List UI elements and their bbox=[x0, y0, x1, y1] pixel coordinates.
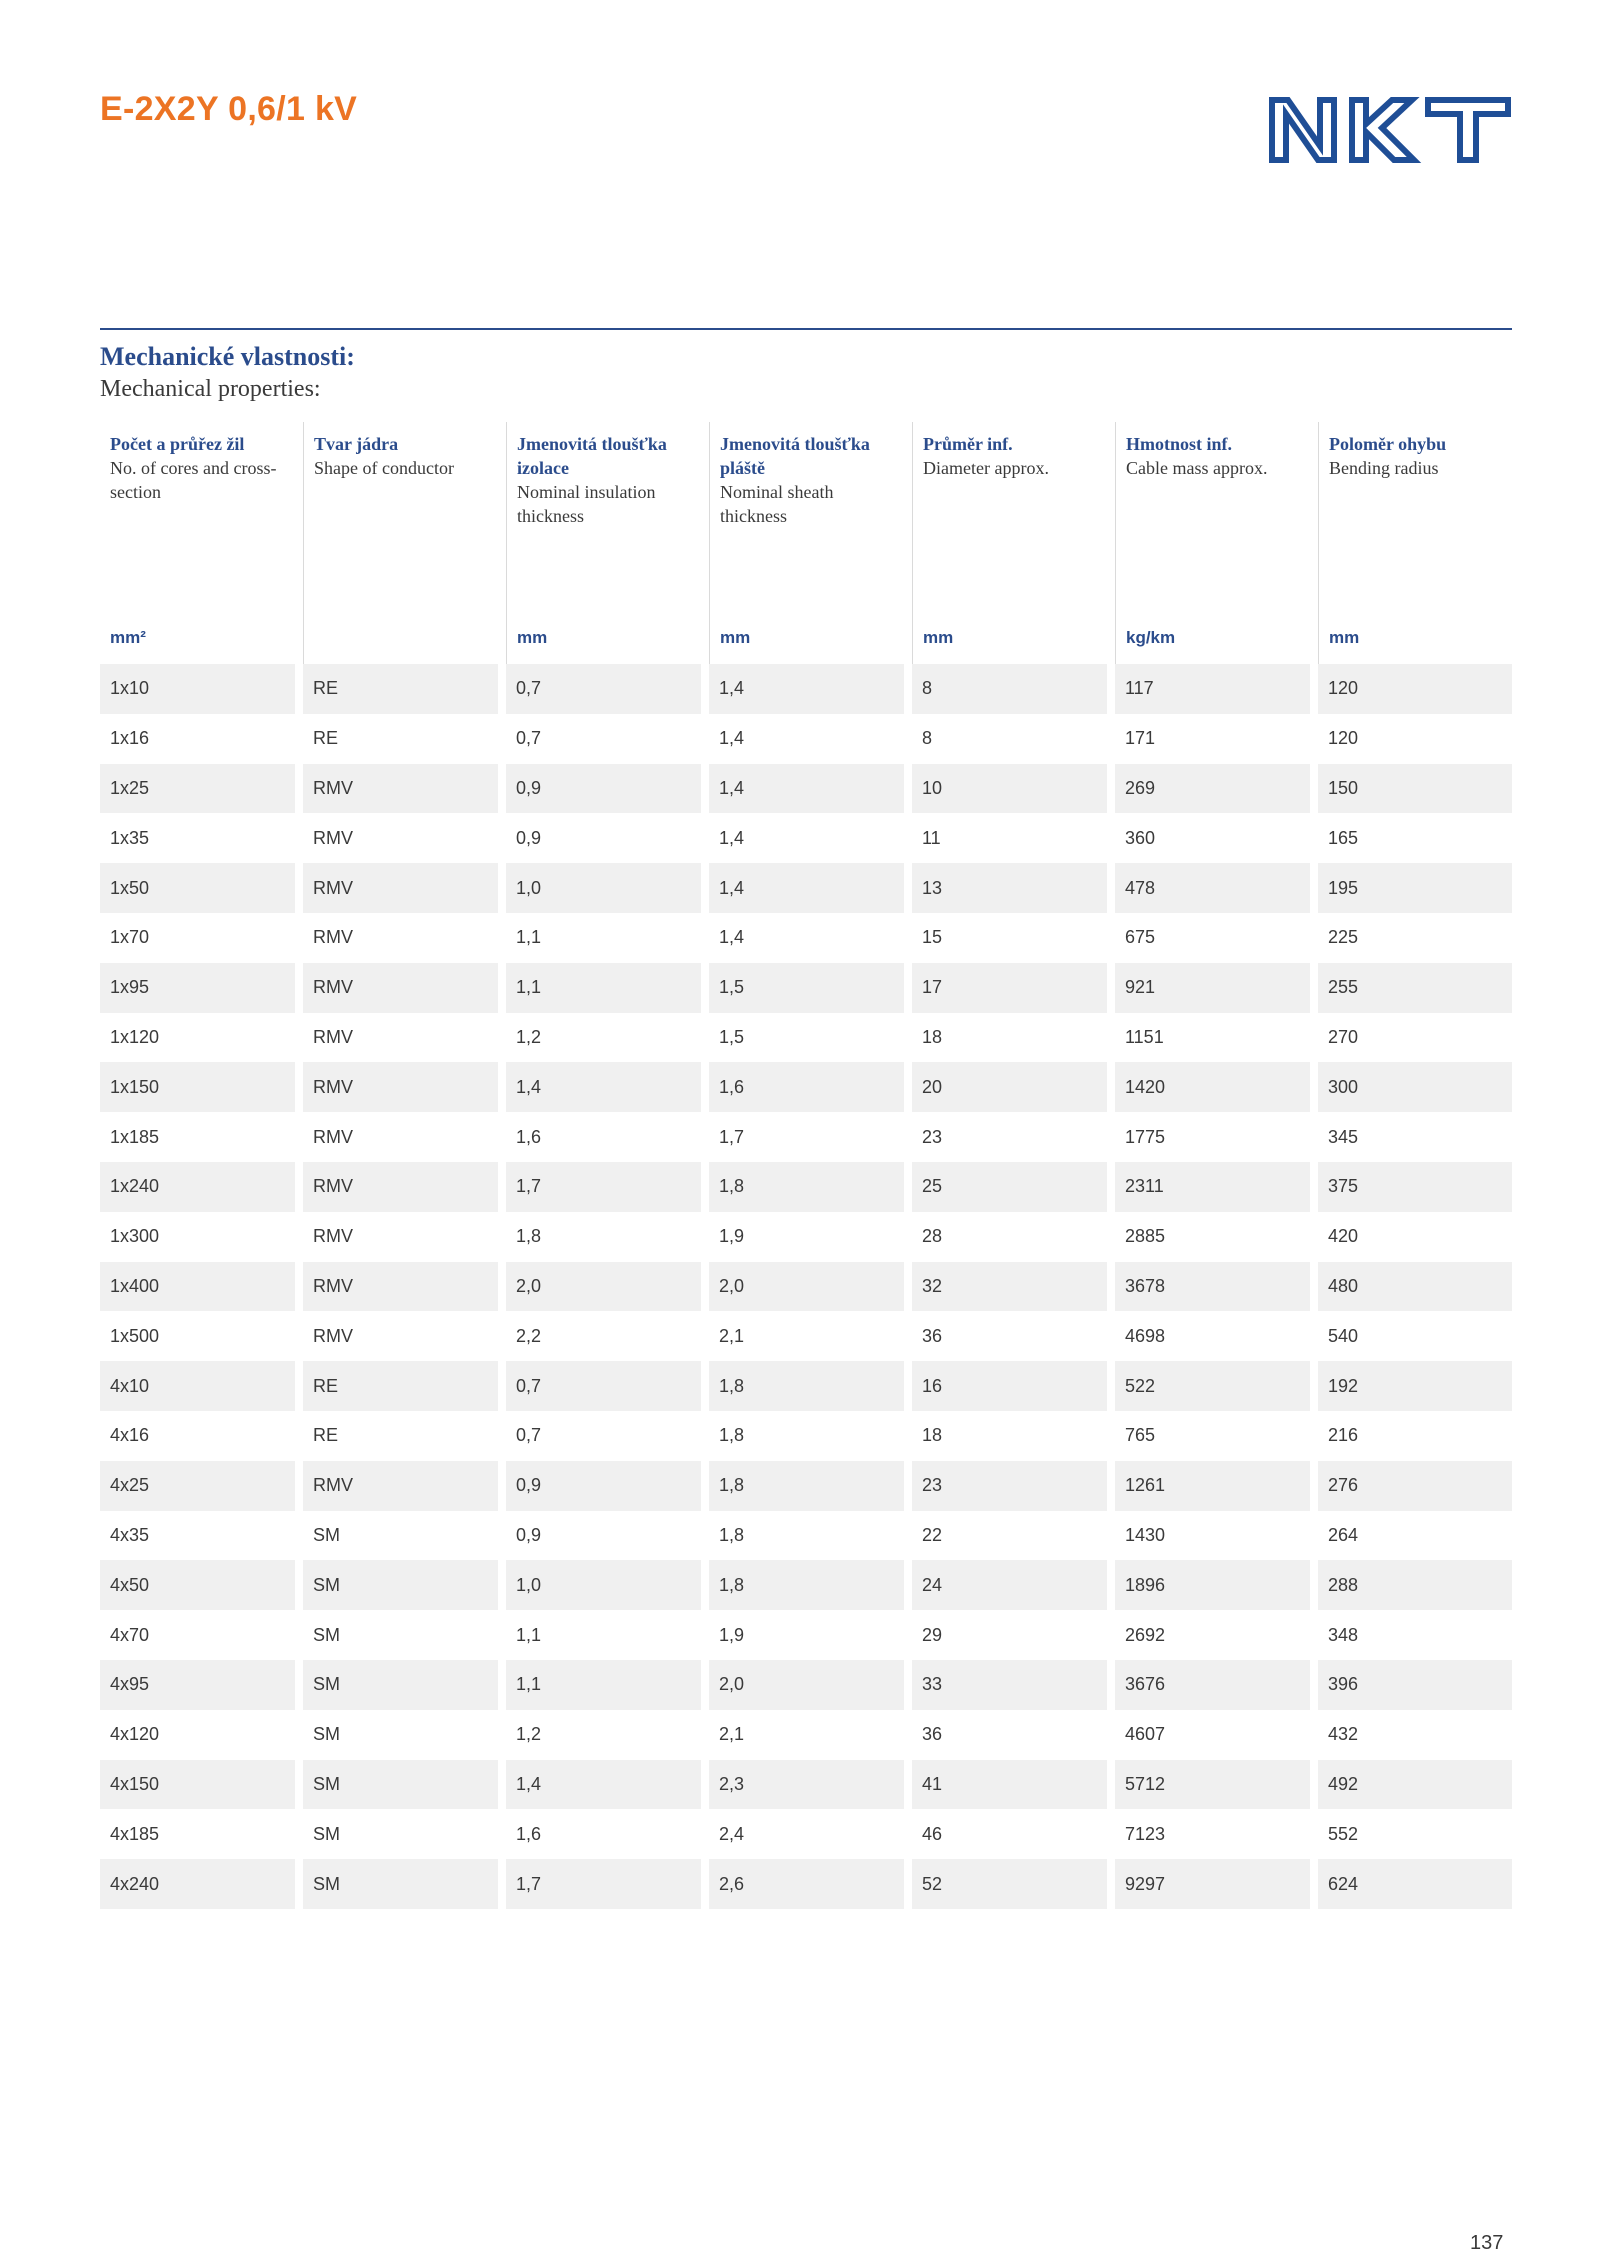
table-cell-diameter: 24 bbox=[912, 1560, 1107, 1610]
table-cell-insulation-thickness: 0,7 bbox=[506, 1361, 701, 1411]
table-cell-bending-radius: 270 bbox=[1318, 1013, 1512, 1063]
table-cell-sheath-thickness: 2,0 bbox=[709, 1660, 904, 1710]
table-cell-cable-mass: 117 bbox=[1115, 664, 1310, 714]
table-cell-insulation-thickness: 1,6 bbox=[506, 1112, 701, 1162]
table-cell-sheath-thickness: 1,5 bbox=[709, 1013, 904, 1063]
table-cell-cores-cross-section: 4x16 bbox=[100, 1411, 295, 1461]
table-cell-sheath-thickness: 1,8 bbox=[709, 1461, 904, 1511]
table-cell-cable-mass: 3676 bbox=[1115, 1660, 1310, 1710]
table-cell-sheath-thickness: 2,1 bbox=[709, 1311, 904, 1361]
table-cell-cores-cross-section: 1x16 bbox=[100, 714, 295, 764]
table-cell-cores-cross-section: 1x25 bbox=[100, 764, 295, 814]
table-cell-bending-radius: 225 bbox=[1318, 913, 1512, 963]
section-divider bbox=[100, 328, 1512, 330]
table-cell-cores-cross-section: 4x70 bbox=[100, 1610, 295, 1660]
header-label-en: Bending radius bbox=[1329, 458, 1439, 478]
table-cell-diameter: 13 bbox=[912, 863, 1107, 913]
table-cell-bending-radius: 120 bbox=[1318, 664, 1512, 714]
table-cell-conductor-shape: SM bbox=[303, 1710, 498, 1760]
table-cell-cores-cross-section: 4x35 bbox=[100, 1511, 295, 1561]
table-cell-conductor-shape: RMV bbox=[303, 863, 498, 913]
table-cell-sheath-thickness: 1,4 bbox=[709, 764, 904, 814]
header-label-en: Nominal sheath thickness bbox=[720, 482, 834, 526]
table-cell-cable-mass: 360 bbox=[1115, 813, 1310, 863]
table-cell-bending-radius: 255 bbox=[1318, 963, 1512, 1013]
header-label-en: Shape of conductor bbox=[314, 458, 454, 478]
table-cell-cable-mass: 675 bbox=[1115, 913, 1310, 963]
table-cell-diameter: 52 bbox=[912, 1859, 1107, 1909]
table-cell-diameter: 23 bbox=[912, 1112, 1107, 1162]
table-cell-cores-cross-section: 4x185 bbox=[100, 1809, 295, 1859]
table-cell-cable-mass: 3678 bbox=[1115, 1262, 1310, 1312]
table-cell-bending-radius: 165 bbox=[1318, 813, 1512, 863]
header-unit: mm bbox=[1329, 628, 1360, 647]
header-insulation-thickness bbox=[506, 422, 701, 664]
table-cell-sheath-thickness: 2,6 bbox=[709, 1859, 904, 1909]
table-cell-cable-mass: 2692 bbox=[1115, 1610, 1310, 1660]
table-cell-diameter: 23 bbox=[912, 1461, 1107, 1511]
table-cell-conductor-shape: RMV bbox=[303, 1112, 498, 1162]
table-cell-insulation-thickness: 0,7 bbox=[506, 1411, 701, 1461]
header-label-cz: Poloměr ohybu bbox=[1329, 434, 1447, 454]
table-cell-insulation-thickness: 0,9 bbox=[506, 813, 701, 863]
table-cell-cable-mass: 5712 bbox=[1115, 1760, 1310, 1810]
table-cell-cable-mass: 1261 bbox=[1115, 1461, 1310, 1511]
table-cell-cores-cross-section: 4x95 bbox=[100, 1660, 295, 1710]
table-cell-insulation-thickness: 0,9 bbox=[506, 1511, 701, 1561]
table-cell-diameter: 28 bbox=[912, 1212, 1107, 1262]
table-cell-insulation-thickness: 1,7 bbox=[506, 1859, 701, 1909]
header-label-cz: Jmenovitá tloušťka izolace bbox=[517, 434, 667, 478]
table-cell-bending-radius: 552 bbox=[1318, 1809, 1512, 1859]
table-cell-bending-radius: 288 bbox=[1318, 1560, 1512, 1610]
table-cell-sheath-thickness: 1,8 bbox=[709, 1162, 904, 1212]
header-unit: mm bbox=[720, 628, 751, 647]
table-cell-cores-cross-section: 1x150 bbox=[100, 1062, 295, 1112]
header-sheath-thickness bbox=[709, 422, 904, 664]
header-label-en: Nominal insulation thickness bbox=[517, 482, 656, 526]
table-cell-bending-radius: 348 bbox=[1318, 1610, 1512, 1660]
page-number: 137 bbox=[1470, 2232, 1504, 2254]
table-cell-conductor-shape: RMV bbox=[303, 1262, 498, 1312]
header-label-cz: Jmenovitá tloušťka pláště bbox=[720, 434, 870, 478]
table-cell-insulation-thickness: 1,2 bbox=[506, 1710, 701, 1760]
table-cell-conductor-shape: RMV bbox=[303, 963, 498, 1013]
table-cell-diameter: 18 bbox=[912, 1411, 1107, 1461]
table-cell-diameter: 8 bbox=[912, 664, 1107, 714]
section-title-cz: Mechanické vlastnosti: bbox=[100, 342, 355, 371]
table-cell-cable-mass: 171 bbox=[1115, 714, 1310, 764]
table-cell-bending-radius: 492 bbox=[1318, 1760, 1512, 1810]
table-cell-insulation-thickness: 1,1 bbox=[506, 913, 701, 963]
header-label-en: No. of cores and cross-section bbox=[110, 458, 277, 502]
table-cell-insulation-thickness: 1,4 bbox=[506, 1760, 701, 1810]
table-cell-sheath-thickness: 1,4 bbox=[709, 714, 904, 764]
header-bending-radius bbox=[1318, 422, 1512, 664]
table-cell-bending-radius: 396 bbox=[1318, 1660, 1512, 1710]
table-cell-cable-mass: 1151 bbox=[1115, 1013, 1310, 1063]
table-cell-diameter: 15 bbox=[912, 913, 1107, 963]
table-cell-conductor-shape: RE bbox=[303, 1361, 498, 1411]
table-cell-conductor-shape: SM bbox=[303, 1859, 498, 1909]
table-cell-cores-cross-section: 1x10 bbox=[100, 664, 295, 714]
table-cell-cable-mass: 921 bbox=[1115, 963, 1310, 1013]
table-cell-diameter: 36 bbox=[912, 1710, 1107, 1760]
header-unit: mm² bbox=[110, 628, 146, 647]
table-cell-bending-radius: 216 bbox=[1318, 1411, 1512, 1461]
mechanical-properties-table bbox=[100, 422, 1512, 1909]
table-cell-diameter: 41 bbox=[912, 1760, 1107, 1810]
table-cell-diameter: 20 bbox=[912, 1062, 1107, 1112]
nkt-logo bbox=[1268, 96, 1512, 164]
table-cell-cores-cross-section: 4x25 bbox=[100, 1461, 295, 1511]
table-cell-cores-cross-section: 1x400 bbox=[100, 1262, 295, 1312]
table-cell-insulation-thickness: 1,0 bbox=[506, 863, 701, 913]
table-cell-sheath-thickness: 1,8 bbox=[709, 1361, 904, 1411]
table-cell-cores-cross-section: 4x50 bbox=[100, 1560, 295, 1610]
table-cell-bending-radius: 624 bbox=[1318, 1859, 1512, 1909]
header-diameter bbox=[912, 422, 1107, 664]
table-cell-cores-cross-section: 1x95 bbox=[100, 963, 295, 1013]
table-cell-sheath-thickness: 2,4 bbox=[709, 1809, 904, 1859]
table-cell-cores-cross-section: 1x500 bbox=[100, 1311, 295, 1361]
header-label-en: Cable mass approx. bbox=[1126, 458, 1268, 478]
table-cell-insulation-thickness: 0,7 bbox=[506, 714, 701, 764]
table-cell-conductor-shape: RMV bbox=[303, 1013, 498, 1063]
table-cell-conductor-shape: RE bbox=[303, 1411, 498, 1461]
table-cell-cable-mass: 4698 bbox=[1115, 1311, 1310, 1361]
table-cell-bending-radius: 150 bbox=[1318, 764, 1512, 814]
table-cell-bending-radius: 420 bbox=[1318, 1212, 1512, 1262]
table-cell-diameter: 17 bbox=[912, 963, 1107, 1013]
table-cell-sheath-thickness: 2,1 bbox=[709, 1710, 904, 1760]
header-label-cz: Tvar jádra bbox=[314, 434, 399, 454]
table-cell-cable-mass: 1896 bbox=[1115, 1560, 1310, 1610]
table-cell-conductor-shape: RMV bbox=[303, 1461, 498, 1511]
table-cell-cores-cross-section: 4x10 bbox=[100, 1361, 295, 1411]
table-cell-cable-mass: 1430 bbox=[1115, 1511, 1310, 1561]
table-cell-sheath-thickness: 1,7 bbox=[709, 1112, 904, 1162]
table-cell-diameter: 22 bbox=[912, 1511, 1107, 1561]
table-cell-sheath-thickness: 1,6 bbox=[709, 1062, 904, 1112]
table-cell-insulation-thickness: 1,0 bbox=[506, 1560, 701, 1610]
table-cell-conductor-shape: RMV bbox=[303, 1062, 498, 1112]
table-cell-insulation-thickness: 1,2 bbox=[506, 1013, 701, 1063]
table-cell-cores-cross-section: 1x70 bbox=[100, 913, 295, 963]
table-cell-conductor-shape: SM bbox=[303, 1760, 498, 1810]
table-cell-sheath-thickness: 1,4 bbox=[709, 664, 904, 714]
table-cell-diameter: 25 bbox=[912, 1162, 1107, 1212]
table-cell-sheath-thickness: 1,4 bbox=[709, 863, 904, 913]
table-cell-cores-cross-section: 1x50 bbox=[100, 863, 295, 913]
section-title-en: Mechanical properties: bbox=[100, 376, 321, 402]
table-cell-cores-cross-section: 1x240 bbox=[100, 1162, 295, 1212]
table-cell-insulation-thickness: 1,6 bbox=[506, 1809, 701, 1859]
table-cell-conductor-shape: SM bbox=[303, 1809, 498, 1859]
table-cell-diameter: 16 bbox=[912, 1361, 1107, 1411]
table-cell-bending-radius: 345 bbox=[1318, 1112, 1512, 1162]
table-cell-diameter: 8 bbox=[912, 714, 1107, 764]
header-label-cz: Hmotnost inf. bbox=[1126, 434, 1233, 454]
table-cell-conductor-shape: RMV bbox=[303, 1212, 498, 1262]
table-cell-sheath-thickness: 2,0 bbox=[709, 1262, 904, 1312]
table-cell-cores-cross-section: 4x120 bbox=[100, 1710, 295, 1760]
header-unit: mm bbox=[517, 628, 548, 647]
header-label-cz: Průměr inf. bbox=[923, 434, 1013, 454]
table-cell-cores-cross-section: 1x120 bbox=[100, 1013, 295, 1063]
table-cell-bending-radius: 120 bbox=[1318, 714, 1512, 764]
table-cell-cores-cross-section: 1x185 bbox=[100, 1112, 295, 1162]
table-cell-insulation-thickness: 0,9 bbox=[506, 1461, 701, 1511]
table-cell-conductor-shape: SM bbox=[303, 1660, 498, 1710]
header-unit: mm bbox=[923, 628, 954, 647]
header-unit: kg/km bbox=[1126, 628, 1176, 647]
table-cell-insulation-thickness: 2,2 bbox=[506, 1311, 701, 1361]
table-cell-diameter: 32 bbox=[912, 1262, 1107, 1312]
table-cell-conductor-shape: SM bbox=[303, 1560, 498, 1610]
document-title: E-2X2Y 0,6/1 kV bbox=[100, 90, 358, 128]
table-cell-conductor-shape: RMV bbox=[303, 813, 498, 863]
table-cell-sheath-thickness: 1,4 bbox=[709, 913, 904, 963]
header-label-cz: Počet a průřez žil bbox=[110, 434, 245, 454]
table-cell-diameter: 36 bbox=[912, 1311, 1107, 1361]
table-cell-cable-mass: 765 bbox=[1115, 1411, 1310, 1461]
header-cores-cross-section bbox=[100, 422, 295, 664]
table-cell-insulation-thickness: 1,4 bbox=[506, 1062, 701, 1112]
table-cell-insulation-thickness: 1,7 bbox=[506, 1162, 701, 1212]
table-cell-insulation-thickness: 1,1 bbox=[506, 1610, 701, 1660]
table-cell-insulation-thickness: 0,7 bbox=[506, 664, 701, 714]
table-cell-bending-radius: 432 bbox=[1318, 1710, 1512, 1760]
table-cell-conductor-shape: RE bbox=[303, 664, 498, 714]
table-cell-sheath-thickness: 1,5 bbox=[709, 963, 904, 1013]
table-cell-cable-mass: 2311 bbox=[1115, 1162, 1310, 1212]
table-cell-bending-radius: 264 bbox=[1318, 1511, 1512, 1561]
table-cell-conductor-shape: RMV bbox=[303, 1311, 498, 1361]
table-cell-diameter: 33 bbox=[912, 1660, 1107, 1710]
table-cell-sheath-thickness: 1,9 bbox=[709, 1610, 904, 1660]
table-cell-bending-radius: 276 bbox=[1318, 1461, 1512, 1511]
table-cell-sheath-thickness: 1,4 bbox=[709, 813, 904, 863]
table-cell-cores-cross-section: 4x240 bbox=[100, 1859, 295, 1909]
table-cell-cable-mass: 9297 bbox=[1115, 1859, 1310, 1909]
table-cell-sheath-thickness: 1,8 bbox=[709, 1560, 904, 1610]
table-cell-insulation-thickness: 1,1 bbox=[506, 963, 701, 1013]
table-cell-cable-mass: 478 bbox=[1115, 863, 1310, 913]
table-cell-diameter: 18 bbox=[912, 1013, 1107, 1063]
table-cell-cable-mass: 1420 bbox=[1115, 1062, 1310, 1112]
table-cell-bending-radius: 375 bbox=[1318, 1162, 1512, 1212]
table-cell-cable-mass: 522 bbox=[1115, 1361, 1310, 1411]
table-cell-cores-cross-section: 1x300 bbox=[100, 1212, 295, 1262]
table-cell-insulation-thickness: 1,8 bbox=[506, 1212, 701, 1262]
table-cell-cores-cross-section: 1x35 bbox=[100, 813, 295, 863]
table-cell-cable-mass: 1775 bbox=[1115, 1112, 1310, 1162]
table-cell-bending-radius: 300 bbox=[1318, 1062, 1512, 1112]
table-cell-sheath-thickness: 1,9 bbox=[709, 1212, 904, 1262]
table-cell-insulation-thickness: 2,0 bbox=[506, 1262, 701, 1312]
table-cell-diameter: 11 bbox=[912, 813, 1107, 863]
table-cell-bending-radius: 480 bbox=[1318, 1262, 1512, 1312]
table-cell-sheath-thickness: 1,8 bbox=[709, 1511, 904, 1561]
table-cell-diameter: 46 bbox=[912, 1809, 1107, 1859]
table-cell-conductor-shape: SM bbox=[303, 1610, 498, 1660]
table-cell-bending-radius: 540 bbox=[1318, 1311, 1512, 1361]
table-cell-conductor-shape: RE bbox=[303, 714, 498, 764]
table-cell-bending-radius: 195 bbox=[1318, 863, 1512, 913]
table-cell-diameter: 29 bbox=[912, 1610, 1107, 1660]
header-label-en: Diameter approx. bbox=[923, 458, 1049, 478]
table-cell-cable-mass: 7123 bbox=[1115, 1809, 1310, 1859]
table-cell-insulation-thickness: 0,9 bbox=[506, 764, 701, 814]
table-cell-conductor-shape: RMV bbox=[303, 1162, 498, 1212]
table-cell-conductor-shape: SM bbox=[303, 1511, 498, 1561]
table-cell-cores-cross-section: 4x150 bbox=[100, 1760, 295, 1810]
table-cell-cable-mass: 2885 bbox=[1115, 1212, 1310, 1262]
table-cell-conductor-shape: RMV bbox=[303, 764, 498, 814]
table-cell-sheath-thickness: 2,3 bbox=[709, 1760, 904, 1810]
table-cell-conductor-shape: RMV bbox=[303, 913, 498, 963]
table-cell-insulation-thickness: 1,1 bbox=[506, 1660, 701, 1710]
table-cell-cable-mass: 4607 bbox=[1115, 1710, 1310, 1760]
table-cell-sheath-thickness: 1,8 bbox=[709, 1411, 904, 1461]
table-cell-bending-radius: 192 bbox=[1318, 1361, 1512, 1411]
header-conductor-shape bbox=[303, 422, 498, 664]
table-cell-diameter: 10 bbox=[912, 764, 1107, 814]
table-cell-cable-mass: 269 bbox=[1115, 764, 1310, 814]
header-cable-mass bbox=[1115, 422, 1310, 664]
